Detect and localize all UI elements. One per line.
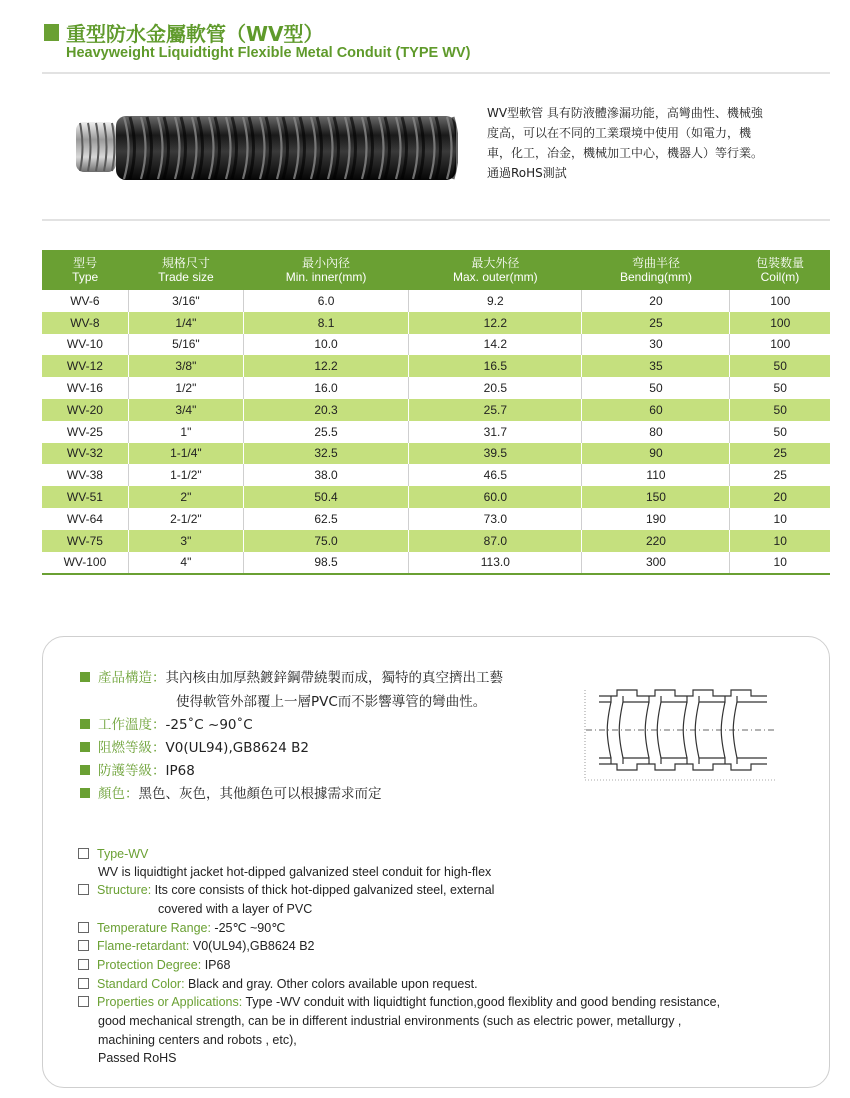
feature-temperature: 工作溫度：-25˚C ~90˚C — [80, 715, 253, 735]
cell-trade-size: 1-1/2" — [128, 464, 243, 486]
cell-type: WV-32 — [42, 443, 128, 465]
cell-max-outer: 73.0 — [409, 508, 582, 530]
header-max-outer: 最大外径 Max. outer(mm) — [409, 250, 582, 290]
cell-coil: 50 — [730, 355, 830, 377]
cell-trade-size: 2" — [128, 486, 243, 508]
cell-coil: 100 — [730, 334, 830, 356]
cell-bending: 50 — [582, 377, 730, 399]
en-properties: Properties or Applications: Type -WV conduit with liquidtight function,good flexiblity and good bending resistance, — [78, 993, 720, 1011]
en-protection: Protection Degree: IP68 — [78, 956, 230, 974]
table-row — [42, 312, 830, 334]
cell-type: WV-6 — [42, 290, 128, 312]
cell-trade-size: 3/8" — [128, 355, 243, 377]
bullet-square-icon — [80, 788, 90, 798]
table-row — [42, 290, 830, 312]
table-row — [42, 530, 830, 552]
checkbox-square-icon — [78, 922, 89, 933]
cell-coil: 50 — [730, 421, 830, 443]
table-row — [42, 334, 830, 356]
table-row — [42, 508, 830, 530]
cell-trade-size: 3/4" — [128, 399, 243, 421]
bullet-square-icon — [80, 765, 90, 775]
cell-min-inner: 10.0 — [243, 334, 408, 356]
en-properties-cont: good mechanical strength, can be in different industrial environments (such as electric power, metallurgy , — [98, 1014, 682, 1028]
cell-max-outer: 9.2 — [409, 290, 582, 312]
cell-type: WV-38 — [42, 464, 128, 486]
cell-bending: 25 — [582, 312, 730, 334]
cell-trade-size: 1" — [128, 421, 243, 443]
spec-table — [42, 250, 830, 575]
cell-coil: 10 — [730, 508, 830, 530]
cell-min-inner: 20.3 — [243, 399, 408, 421]
en-color: Standard Color: Black and gray. Other colors available upon request. — [78, 975, 478, 993]
en-structure: Structure: Its core consists of thick hot-dipped galvanized steel, external — [78, 881, 494, 899]
cell-max-outer: 31.7 — [409, 421, 582, 443]
cell-bending: 190 — [582, 508, 730, 530]
checkbox-square-icon — [78, 996, 89, 1007]
feature-protection: 防護等級：IP68 — [80, 761, 195, 781]
table-row — [42, 377, 830, 399]
page-subtitle: Heavyweight Liquidtight Flexible Metal Conduit (TYPE WV) — [66, 45, 471, 61]
cell-max-outer: 20.5 — [409, 377, 582, 399]
cell-trade-size: 4" — [128, 552, 243, 575]
bullet-square-icon — [80, 742, 90, 752]
cell-max-outer: 12.2 — [409, 312, 582, 334]
en-type-desc: WV is liquidtight jacket hot-dipped galvanized steel conduit for high-flex — [98, 865, 492, 879]
cell-type: WV-16 — [42, 377, 128, 399]
cell-bending: 80 — [582, 421, 730, 443]
cell-type: WV-20 — [42, 399, 128, 421]
cell-min-inner: 6.0 — [243, 290, 408, 312]
cell-trade-size: 2-1/2" — [128, 508, 243, 530]
en-temperature: Temperature Range: -25℃ ~90℃ — [78, 919, 285, 937]
cell-min-inner: 38.0 — [243, 464, 408, 486]
cell-trade-size: 1-1/4" — [128, 443, 243, 465]
header-bending: 弯曲半径 Bending(mm) — [582, 250, 730, 290]
cell-min-inner: 75.0 — [243, 530, 408, 552]
cell-trade-size: 5/16" — [128, 334, 243, 356]
table-row — [42, 464, 830, 486]
en-structure-cont: covered with a layer of PVC — [158, 902, 313, 916]
cell-max-outer: 46.5 — [409, 464, 582, 486]
cell-bending: 30 — [582, 334, 730, 356]
checkbox-square-icon — [78, 978, 89, 989]
en-properties-cont: machining centers and robots , etc), — [98, 1033, 297, 1047]
table-row — [42, 443, 830, 465]
intro-text — [487, 103, 787, 183]
en-rohs: Passed RoHS — [98, 1051, 177, 1065]
cell-coil: 50 — [730, 399, 830, 421]
title-marker — [44, 24, 59, 41]
divider — [42, 219, 830, 221]
cell-type: WV-12 — [42, 355, 128, 377]
intro-line: 車，化工，冶金，機械加工中心，機器人）等行業。 — [487, 146, 764, 160]
cell-coil: 10 — [730, 530, 830, 552]
feature-structure-cont: 使得軟管外部覆上一層PVC而不影響導管的彎曲性。 — [176, 694, 487, 710]
en-type: Type-WV — [78, 845, 148, 863]
cell-min-inner: 25.5 — [243, 421, 408, 443]
cell-min-inner: 32.5 — [243, 443, 408, 465]
cell-coil: 100 — [730, 312, 830, 334]
checkbox-square-icon — [78, 884, 89, 895]
table-header-row — [42, 250, 830, 290]
cell-max-outer: 60.0 — [409, 486, 582, 508]
table-row — [42, 421, 830, 443]
cell-bending: 60 — [582, 399, 730, 421]
cell-min-inner: 16.0 — [243, 377, 408, 399]
checkbox-square-icon — [78, 848, 89, 859]
cell-coil: 25 — [730, 443, 830, 465]
bullet-square-icon — [80, 719, 90, 729]
cell-max-outer: 14.2 — [409, 334, 582, 356]
header-coil: 包裝数量 Coil(m) — [730, 250, 830, 290]
cell-max-outer: 25.7 — [409, 399, 582, 421]
cell-min-inner: 12.2 — [243, 355, 408, 377]
page-title: 重型防水金屬軟管（WV型） — [66, 22, 324, 46]
cell-trade-size: 1/2" — [128, 377, 243, 399]
cell-trade-size: 3/16" — [128, 290, 243, 312]
cell-trade-size: 1/4" — [128, 312, 243, 334]
intro-line: 通過RoHS測試 — [487, 166, 567, 180]
table-row — [42, 486, 830, 508]
conduit-cross-section-diagram — [581, 680, 781, 785]
cell-bending: 150 — [582, 486, 730, 508]
cell-coil: 100 — [730, 290, 830, 312]
cell-type: WV-64 — [42, 508, 128, 530]
cell-min-inner: 98.5 — [243, 552, 408, 575]
cell-bending: 35 — [582, 355, 730, 377]
cell-coil: 20 — [730, 486, 830, 508]
checkbox-square-icon — [78, 940, 89, 951]
cell-coil: 10 — [730, 552, 830, 575]
en-flame: Flame-retardant: V0(UL94),GB8624 B2 — [78, 937, 314, 955]
cell-bending: 110 — [582, 464, 730, 486]
header-type: 型号 Type — [42, 250, 128, 290]
cell-type: WV-25 — [42, 421, 128, 443]
table-row — [42, 355, 830, 377]
cell-max-outer: 39.5 — [409, 443, 582, 465]
cell-max-outer: 87.0 — [409, 530, 582, 552]
cell-bending: 20 — [582, 290, 730, 312]
cell-type: WV-75 — [42, 530, 128, 552]
feature-color: 顏色：黑色、灰色，其他顏色可以根據需求而定 — [80, 784, 382, 804]
cell-bending: 300 — [582, 552, 730, 575]
intro-line: 度高，可以在不同的工業環境中使用（如電力，機 — [487, 126, 752, 140]
cell-max-outer: 113.0 — [409, 552, 582, 575]
cell-min-inner: 50.4 — [243, 486, 408, 508]
table-row — [42, 399, 830, 421]
cell-type: WV-10 — [42, 334, 128, 356]
cell-max-outer: 16.5 — [409, 355, 582, 377]
header-min-inner: 最小內径 Min. inner(mm) — [243, 250, 408, 290]
feature-flame: 阻燃等級：V0(UL94),GB8624 B2 — [80, 738, 309, 758]
bullet-square-icon — [80, 672, 90, 682]
cell-type: WV-100 — [42, 552, 128, 575]
cell-bending: 90 — [582, 443, 730, 465]
cell-type: WV-51 — [42, 486, 128, 508]
cell-min-inner: 62.5 — [243, 508, 408, 530]
header-trade-size: 規格尺寸 Trade size — [128, 250, 243, 290]
divider — [42, 72, 830, 74]
checkbox-square-icon — [78, 959, 89, 970]
cell-min-inner: 8.1 — [243, 312, 408, 334]
cell-trade-size: 3" — [128, 530, 243, 552]
cell-coil: 50 — [730, 377, 830, 399]
feature-structure: 產品構造：其內核由加厚熱鍍鋅鋼帶繞製而成，獨特的真空擠出工藝 — [80, 668, 503, 688]
cell-bending: 220 — [582, 530, 730, 552]
cell-coil: 25 — [730, 464, 830, 486]
conduit-product-image — [76, 108, 458, 188]
table-row — [42, 552, 830, 575]
intro-line: WV型軟管 具有防液體滲漏功能，高彎曲性、機械強 — [487, 106, 763, 120]
cell-type: WV-8 — [42, 312, 128, 334]
